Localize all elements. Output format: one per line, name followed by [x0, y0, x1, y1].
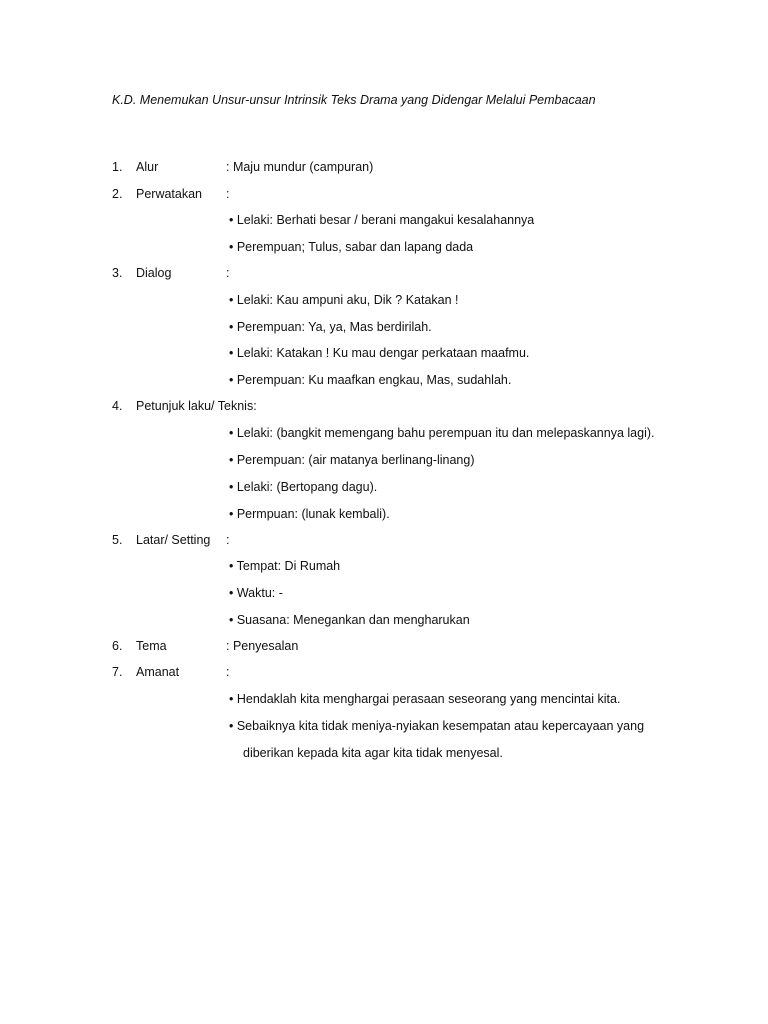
- section-5-bullet-3: • Suasana: Menegankan dan mengharukan: [229, 613, 470, 627]
- section-5-bullet-2: • Waktu: -: [229, 586, 283, 600]
- section-2-number: 2.: [112, 187, 123, 201]
- section-7-value: :: [226, 665, 230, 679]
- section-3-value: :: [226, 266, 230, 280]
- section-1-value: : Maju mundur (campuran): [226, 160, 374, 174]
- section-2-bullet-1: • Lelaki: Berhati besar / berani mangakui kesalahannya: [229, 213, 535, 227]
- section-4-bullet-3: • Lelaki: (Bertopang dagu).: [229, 480, 378, 494]
- section-5-label: Latar/ Setting: [136, 533, 211, 547]
- section-4-label: Petunjuk laku/ Teknis:: [136, 399, 257, 413]
- section-3-label: Dialog: [136, 266, 172, 280]
- section-4-bullet-4: • Permpuan: (lunak kembali).: [229, 507, 390, 521]
- document-title: K.D. Menemukan Unsur-unsur Intrinsik Teks Drama yang Didengar Melalui Pembacaan: [112, 93, 596, 107]
- section-6-label: Tema: [136, 639, 167, 653]
- section-5-number: 5.: [112, 533, 123, 547]
- section-2-value: :: [226, 187, 230, 201]
- section-3-bullet-1: • Lelaki: Kau ampuni aku, Dik ? Katakan !: [229, 293, 459, 307]
- section-6-value: : Penyesalan: [226, 639, 299, 653]
- section-6-number: 6.: [112, 639, 123, 653]
- section-4-number: 4.: [112, 399, 123, 413]
- section-5-value: :: [226, 533, 230, 547]
- section-7-bullet-2-continuation: diberikan kepada kita agar kita tidak menyesal.: [243, 746, 503, 760]
- section-2-bullet-2: • Perempuan; Tulus, sabar dan lapang dada: [229, 240, 474, 254]
- section-3-bullet-2: • Perempuan: Ya, ya, Mas berdirilah.: [229, 320, 432, 334]
- section-7-bullet-2: • Sebaiknya kita tidak meniya-nyiakan kesempatan atau kepercayaan yang: [229, 719, 645, 733]
- section-5-bullet-1: • Tempat: Di Rumah: [229, 559, 341, 573]
- section-1-label: Alur: [136, 160, 159, 174]
- section-7-bullet-1: • Hendaklah kita menghargai perasaan seseorang yang mencintai kita.: [229, 692, 621, 706]
- section-7-number: 7.: [112, 665, 123, 679]
- section-3-bullet-3: • Lelaki: Katakan ! Ku mau dengar perkataan maafmu.: [229, 346, 530, 360]
- section-4-bullet-1: • Lelaki: (bangkit memengang bahu perempuan itu dan melepaskannya lagi).: [229, 426, 655, 440]
- section-3-number: 3.: [112, 266, 123, 280]
- section-4-bullet-2: • Perempuan: (air matanya berlinang-linang): [229, 453, 475, 467]
- section-7-label: Amanat: [136, 665, 180, 679]
- section-3-bullet-4: • Perempuan: Ku maafkan engkau, Mas, sudahlah.: [229, 373, 512, 387]
- section-1-number: 1.: [112, 160, 123, 174]
- section-2-label: Perwatakan: [136, 187, 203, 201]
